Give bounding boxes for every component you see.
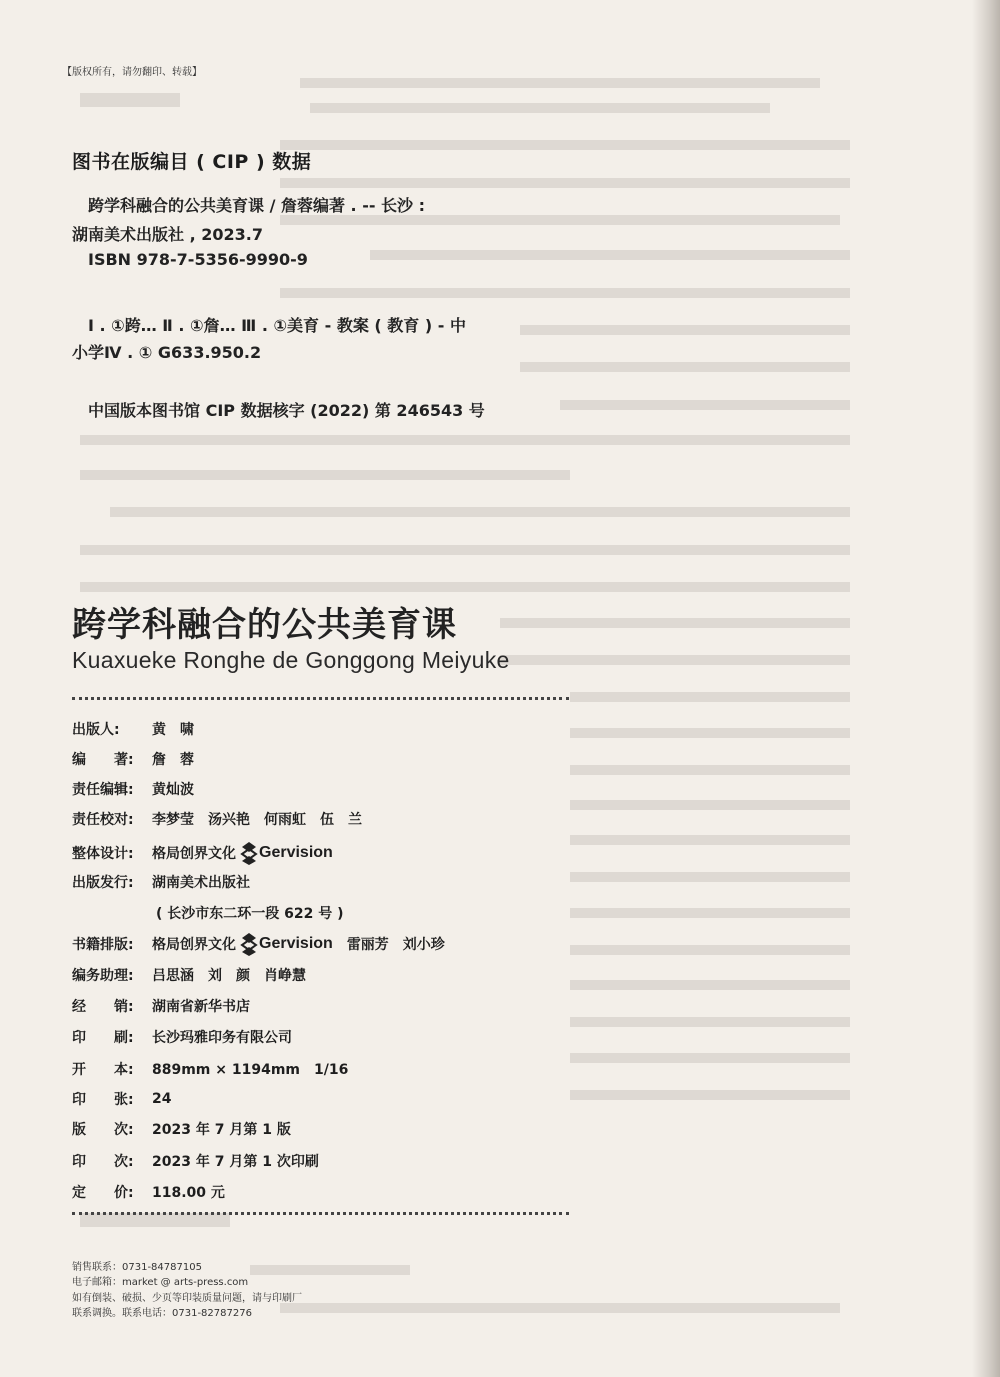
credit-label: 定 价: xyxy=(72,1185,134,1201)
credit-label: 印 次: xyxy=(72,1154,134,1170)
credit-value: 889mm × 1194mm 1/16 xyxy=(152,1062,349,1078)
credit-value: 2023 年 7 月第 1 版 xyxy=(152,1122,291,1138)
gervision-logo xyxy=(240,932,333,956)
credit-typesetting xyxy=(72,932,445,956)
cip-line-isbn: ISBN 978-7-5356-9990-9 xyxy=(88,250,308,269)
rights-notice: 【版权所有，请勿翻印、转载】 xyxy=(62,67,202,78)
credit-value: 湖南省新华书店 xyxy=(152,999,250,1015)
credit-assistant xyxy=(72,965,306,985)
credit-label: 责任编辑: xyxy=(72,782,134,798)
credit-value: 24 xyxy=(152,1091,172,1107)
cip-line-classification-cont: 小学Ⅳ . ① G633.950.2 xyxy=(72,343,262,362)
credit-sheets xyxy=(72,1089,171,1109)
credit-label: 印 刷: xyxy=(72,1030,134,1046)
publisher-address xyxy=(156,903,344,923)
contact-sales: 销售联系：0731-84787105 xyxy=(72,1262,202,1273)
cip-heading: 图书在版编目 ( CIP ) 数据 xyxy=(72,151,312,173)
credit-value: 黄 啸 xyxy=(152,722,194,738)
credit-value: 格局创界文化 xyxy=(152,846,236,862)
credit-label: 编 著: xyxy=(72,752,134,768)
credit-label: 责任校对: xyxy=(72,812,134,828)
credit-label: 经 销: xyxy=(72,999,134,1015)
credit-publisher xyxy=(72,719,194,739)
credit-distributor xyxy=(72,872,250,892)
gervision-logo-text: Gervision xyxy=(259,844,333,861)
credit-value: 吕思涵 刘 颜 肖峥慧 xyxy=(152,968,306,984)
credit-value: 长沙玛雅印务有限公司 xyxy=(152,1030,292,1046)
contact-quality-notice: 如有倒装、破损、少页等印装质量问题，请与印刷厂 xyxy=(72,1293,302,1304)
cip-line-data-number: 中国版本图书馆 CIP 数据核字 (2022) 第 246543 号 xyxy=(88,401,485,420)
credit-printing xyxy=(72,1151,319,1171)
credit-label: 整体设计: xyxy=(72,846,134,862)
credit-author xyxy=(72,749,194,769)
credit-label: 编务助理: xyxy=(72,968,134,984)
credit-proofreaders xyxy=(72,809,362,829)
credit-seller xyxy=(72,996,250,1016)
credit-label: 出版人: xyxy=(72,722,120,738)
gervision-logo-icon xyxy=(240,841,258,865)
divider-bottom xyxy=(72,1212,569,1215)
page-edge-shadow xyxy=(972,0,1000,1377)
credit-label: 出版发行: xyxy=(72,875,134,891)
gervision-logo-icon xyxy=(240,932,258,956)
cip-line-classification: Ⅰ . ①跨… Ⅱ . ①詹… Ⅲ . ①美育 - 教案 ( 教育 ) - 中 xyxy=(88,316,466,335)
credit-value: 湖南美术出版社 xyxy=(152,875,250,891)
credit-label: 书籍排版: xyxy=(72,937,134,953)
gervision-logo xyxy=(240,841,333,865)
contact-email: 电子邮箱：market @ arts-press.com xyxy=(72,1277,249,1288)
credit-value: 118.00 元 xyxy=(152,1185,225,1201)
contact-phone: 联系调换。联系电话：0731-82787276 xyxy=(72,1308,252,1319)
cip-line-title: 跨学科融合的公共美育课 / 詹蓉编著 . -- 长沙 : xyxy=(88,196,426,215)
credit-format xyxy=(72,1059,348,1079)
gervision-logo-text: Gervision xyxy=(259,935,333,952)
credit-price xyxy=(72,1182,225,1202)
divider-top xyxy=(72,697,569,700)
credit-value: 李梦莹 汤兴艳 何雨虹 伍 兰 xyxy=(152,812,362,828)
credit-label: 版 次: xyxy=(72,1122,134,1138)
typesetting-people: 雷丽芳 刘小珍 xyxy=(346,937,445,953)
book-title-pinyin: Kuaxueke Ronghe de Gonggong Meiyuke xyxy=(72,647,510,673)
credit-value: 2023 年 7 月第 1 次印刷 xyxy=(152,1154,319,1170)
credit-design xyxy=(72,841,333,865)
book-title: 跨学科融合的公共美育课 xyxy=(72,605,457,645)
credit-value: 詹 蓉 xyxy=(152,752,194,768)
credit-editor xyxy=(72,779,194,799)
cip-line-publisher: 湖南美术出版社 , 2023.7 xyxy=(72,225,263,244)
credit-label: 印 张: xyxy=(72,1092,134,1108)
address-text: ( 长沙市东二环一段 622 号 ) xyxy=(156,906,344,922)
credit-value: 格局创界文化 xyxy=(152,937,236,953)
credit-label: 开 本: xyxy=(72,1062,134,1078)
credit-value: 黄灿波 xyxy=(152,782,194,798)
credit-edition xyxy=(72,1119,291,1139)
credit-printer xyxy=(72,1027,292,1047)
